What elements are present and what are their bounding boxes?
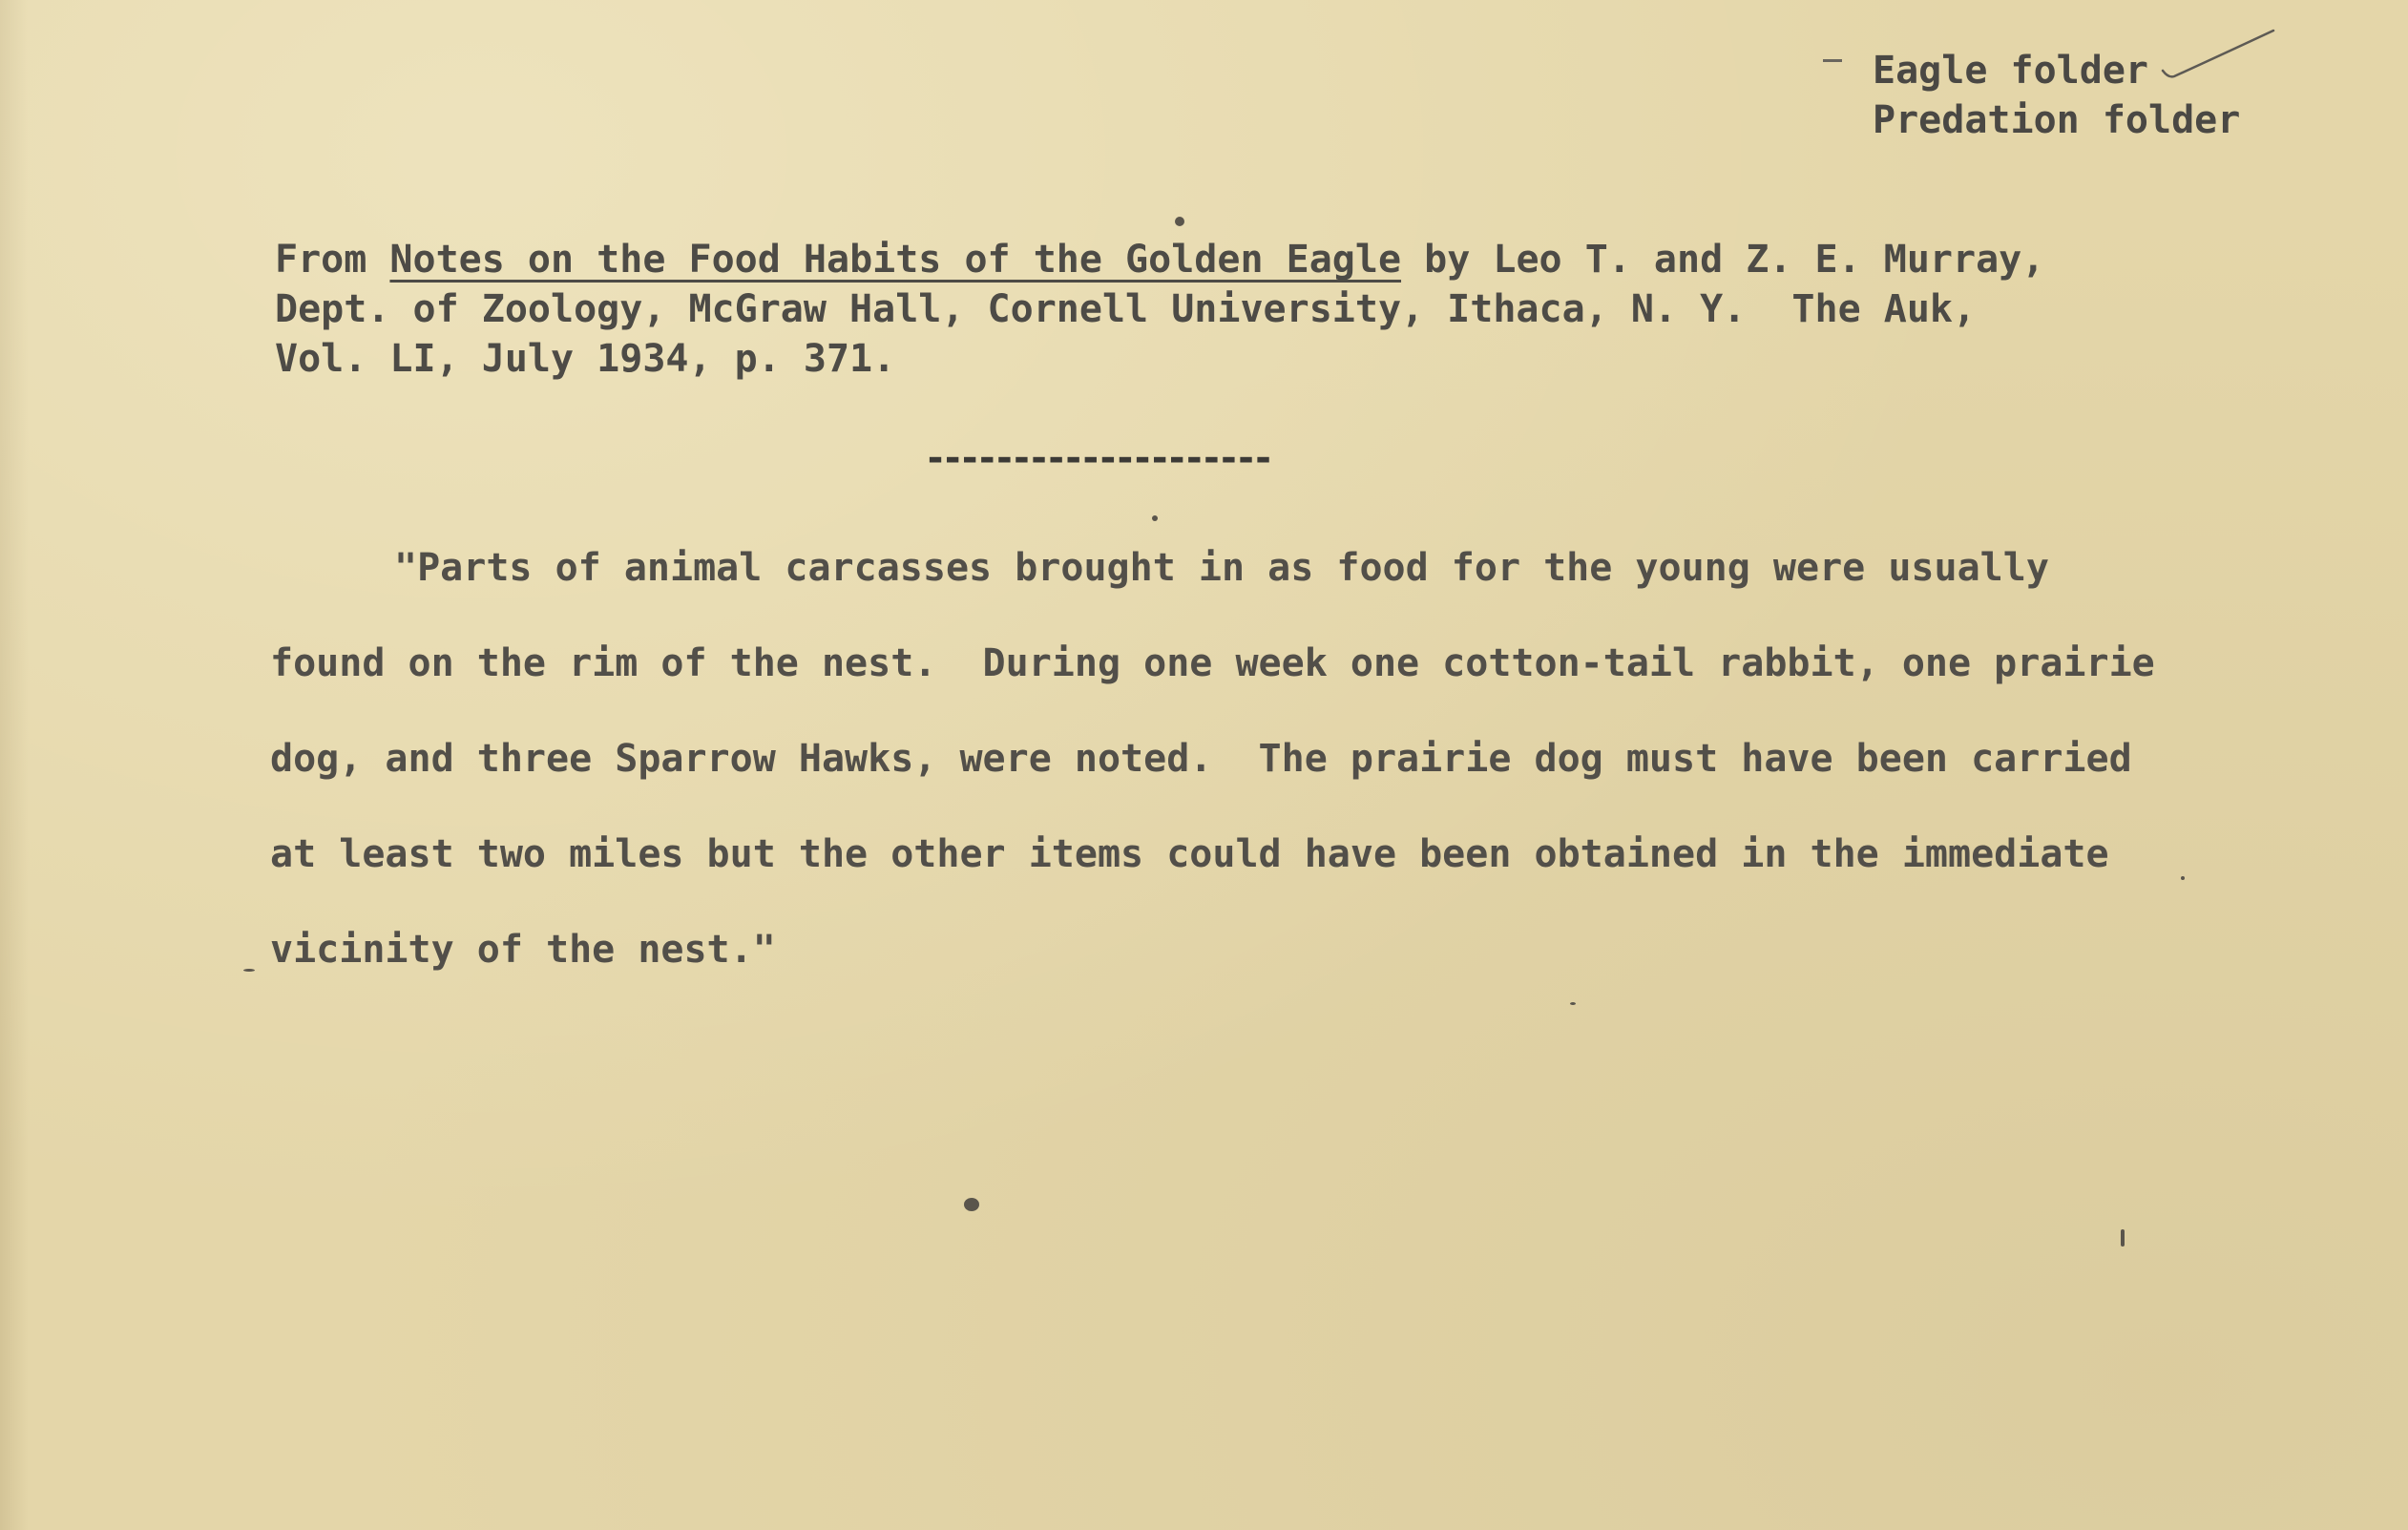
quote-line: vicinity of the nest." (270, 928, 776, 972)
quote-line: dog, and three Sparrow Hawks, were noted. The prairie dog must have been carried (270, 737, 2132, 781)
ink-speck (243, 969, 255, 972)
folder-note-eagle: Eagle folder (1873, 49, 2148, 93)
citation-line-3: Vol. LI, July 1934, p. 371. (275, 337, 896, 381)
pencil-dash-mark (1823, 59, 1842, 62)
ink-speck (2181, 876, 2185, 880)
quote-line: "Parts of animal carcasses brought in as food for the young were usually (394, 546, 2049, 590)
quote-line: found on the rim of the nest. During one week one cotton-tail rabbit, one prairie (270, 641, 2155, 685)
article-title: Notes on the Food Habits of the Golden Eagle (389, 238, 1402, 282)
citation-line-1 (275, 235, 2279, 284)
ink-speck (1152, 515, 1158, 521)
citation-block (275, 235, 2279, 384)
quote-block (270, 520, 2322, 997)
separator-line: -------------------- (924, 436, 1269, 480)
checkmark-icon (2159, 29, 2283, 86)
ink-speck (2121, 1229, 2125, 1247)
citation-prefix: From (275, 238, 390, 282)
ink-speck (964, 1198, 979, 1211)
citation-line-2: Dept. of Zoology, McGraw Hall, Cornell University, Ithaca, N. Y. The Auk, (275, 287, 1977, 331)
ink-speck (1175, 217, 1184, 226)
folder-note-predation: Predation folder (1873, 98, 2241, 142)
quote-line: at least two miles but the other items could have been obtained in the immediate (270, 832, 2109, 876)
ink-speck (1570, 1002, 1576, 1005)
citation-authors: by Leo T. and Z. E. Murray, (1401, 238, 2045, 282)
